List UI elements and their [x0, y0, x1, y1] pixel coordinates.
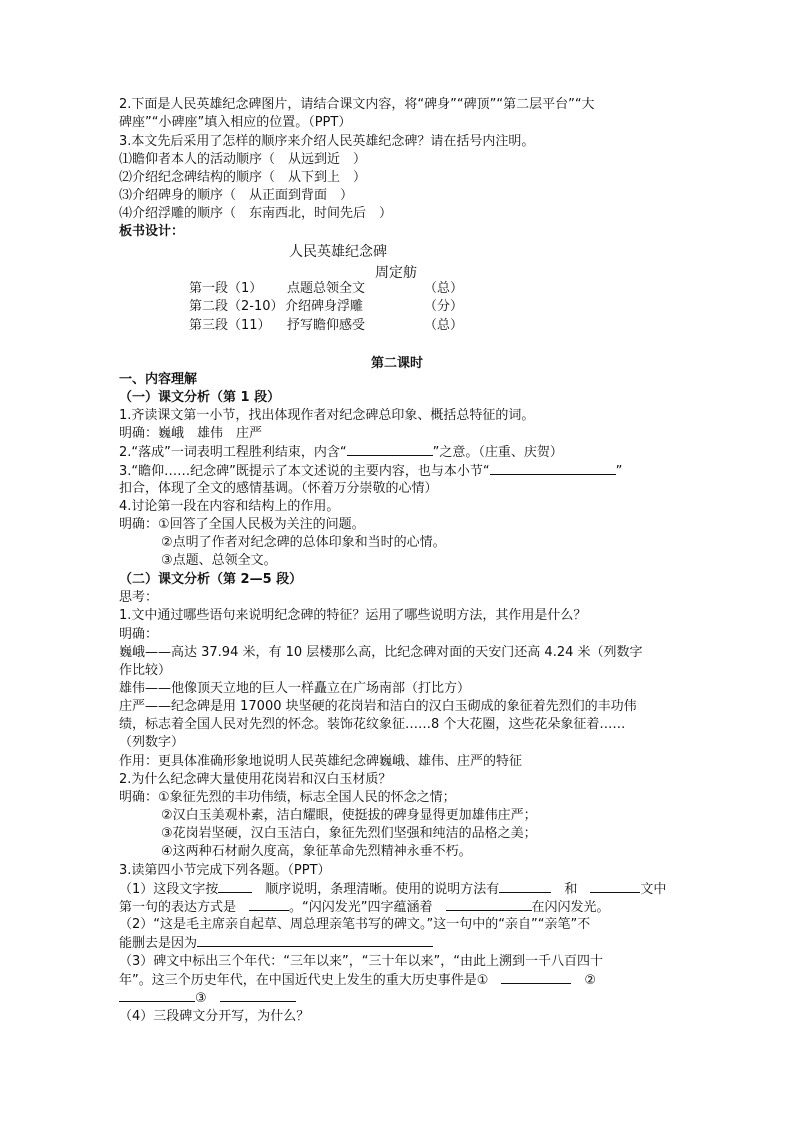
feature-zhuangyan-2: 绩，标志着全国人民对先烈的怀念。装饰花纹象征……8 个大花圈，这些花朵象征着…… [119, 717, 626, 732]
answer-blank[interactable] [501, 971, 571, 984]
subsection-heading-2: （二）课文分析（第 2—5 段） [119, 572, 303, 587]
question-2-2: 2.为什么纪念碑大量使用花岗岩和汉白玉材质？ [119, 772, 392, 787]
feature-zhuangyan-3: （列数字） [119, 735, 185, 750]
question-1-2 [119, 443, 563, 461]
question-2-line-1: 2.下面是人民英雄纪念碑图片，请结合课文内容，将“碑身”“碑顶”“第二层平台”“大 [119, 97, 595, 112]
board-row-seg: 第一段（1） [189, 281, 263, 296]
question-text: ” [615, 464, 623, 479]
question-text: 。“闪闪发光”四字蕴涵着 [289, 900, 433, 915]
answer-2-2-a: 明确：①象征先烈的丰功伟绩，标志全国人民的怀念之情； [119, 790, 456, 805]
subquestion-3-line-1: （3）碑文中标出三个年代：“三年以来”，“三十年以来”，“由此上溯到一千八百四十 [119, 954, 603, 969]
question-text: （1）这段文字按 [119, 882, 219, 897]
board-row-content: 抒写瞻仰感受 [287, 318, 366, 333]
question-2-1: 1.文中通过哪些语句来说明纪念碑的特征？运用了哪些说明方法，其作用是什么？ [119, 608, 587, 623]
question-text: 能删去是因为 [119, 936, 198, 951]
answer-1-4-a: 明确：①回答了全国人民极为关注的问题。 [119, 517, 365, 532]
answer-1-4-c: ③点题、总领全文。 [161, 553, 277, 568]
answer-blank[interactable] [218, 880, 252, 893]
feature-zhuangyan-1: 庄严——纪念碑是用 17000 块坚硬的花岗岩和洁白的汉白玉砌成的象征着先烈们的丰功伟 [119, 699, 637, 714]
answer-blank[interactable] [590, 880, 640, 893]
subquestion-1-line-1 [119, 880, 666, 898]
answer-2-2-c: ③花岗岩坚硬，汉白玉洁白，象征先烈们坚强和纯洁的品格之美； [161, 826, 537, 841]
board-row-tag: （分） [424, 299, 464, 314]
answer-blank[interactable] [446, 898, 532, 911]
board-row-tag: （总） [424, 318, 464, 333]
question-text: 在闪闪发光。 [531, 900, 610, 915]
subquestion-2-line-2 [119, 934, 433, 952]
question-text: ③ [195, 991, 207, 1006]
subquestion-3-line-3 [119, 989, 296, 1007]
answer-blank[interactable] [197, 934, 433, 947]
think-label: 思考： [119, 590, 159, 605]
answer-blank[interactable] [220, 989, 296, 1002]
board-row-content: 介绍碑身浮雕 [285, 299, 364, 314]
question-3: 3.本文先后采用了怎样的顺序来介绍人民英雄纪念碑？请在括号内注明。 [119, 134, 535, 149]
question-1-3 [119, 462, 622, 480]
feature-xiongwei: 雄伟——他像顶天立地的巨人一样矗立在广场南部（打比方） [119, 681, 471, 696]
subquestion-4: （4）三段碑文分开写，为什么？ [119, 1009, 310, 1024]
question-1-3-cont: 扣合，体现了全文的感情基调。（怀着万分崇敬的心情） [119, 481, 438, 496]
section-heading: 第二课时 [371, 356, 424, 371]
subquestion-3-line-2 [119, 971, 596, 989]
answer-blank[interactable] [119, 989, 195, 1002]
question-2-3: 3.读第四小节完成下列各题。（PPT） [119, 863, 331, 878]
answer-blank[interactable] [249, 898, 289, 911]
subquestion-1-line-2 [119, 898, 610, 916]
board-row-seg: 第三段（11） [189, 318, 271, 333]
answer-blank[interactable] [347, 443, 433, 456]
question-2-line-2: 碑座”“小碑座”填入相应的位置。（PPT） [119, 115, 352, 130]
feature-weie-2: 作比较） [119, 663, 172, 678]
answer-1-1: 明确：巍峨 雄伟 庄严 [119, 426, 263, 441]
subsection-heading-1: （一）课文分析（第 1 段） [119, 390, 281, 405]
question-text: 顺序说明，条理清晰。使用的说明方法有 [265, 882, 500, 897]
question-text: 3.“瞻仰……纪念碑”既提示了本文述说的主要内容，也与本小节“ [119, 464, 490, 479]
question-text: 和 [564, 882, 578, 897]
function-note: 作用：更具体准确形象地说明人民英雄纪念碑巍峨、雄伟、庄严的特征 [119, 754, 523, 769]
question-text: 文中 [640, 882, 667, 897]
board-row-content: 点题总领全文 [287, 281, 366, 296]
question-text: 2.“落成”一词表明工程胜利结束，内含“ [119, 445, 347, 460]
board-design-label: 板书设计： [119, 224, 185, 239]
order-item-4: ⑷介绍浮雕的顺序（ 东南西北，时间先后 ） [119, 206, 393, 221]
question-1-4: 4.讨论第一段在内容和结构上的作用。 [119, 499, 340, 514]
answer-blank[interactable] [490, 462, 616, 475]
answer-blank[interactable] [499, 880, 551, 893]
order-item-2: ⑵介绍纪念碑结构的顺序（ 从下到上 ） [119, 170, 367, 185]
answer-label: 明确： [119, 627, 159, 642]
answer-1-4-b: ②点明了作者对纪念碑的总体印象和当时的心情。 [161, 535, 446, 550]
subquestion-2-line-1: （2）“这是毛主席亲自起草、周总理亲笔书写的碑文。”这一句中的“亲自”“亲笔”不 [119, 917, 591, 932]
question-text: 第一句的表达方式是 [119, 900, 237, 915]
board-title: 人民英雄纪念碑 [289, 244, 387, 260]
answer-2-2-b: ②汉白玉美观朴素，洁白耀眼，使挺拔的碑身显得更加雄伟庄严； [161, 808, 537, 823]
question-1-1: 1.齐读课文第一小节，找出体现作者对纪念碑总印象、概括总特征的词。 [119, 408, 535, 423]
answer-2-2-d: ④这两种石材耐久度高，象征革命先烈精神永垂不朽。 [161, 844, 472, 859]
question-text: ② [584, 973, 597, 988]
order-item-1: ⑴瞻仰者本人的活动顺序（ 从远到近 ） [119, 152, 367, 167]
part-heading: 一、内容理解 [119, 372, 198, 387]
board-author: 周定舫 [375, 265, 417, 281]
feature-weie-1: 巍峨——高达 37.94 米，有 10 层楼那么高，比纪念碑对面的天安门还高 4.24 米（列数字 [119, 645, 643, 660]
order-item-3: ⑶介绍碑身的顺序（ 从正面到背面 ） [119, 188, 354, 203]
board-row-seg: 第二段（2-10） [189, 299, 284, 314]
question-text: ”之意。（庄重、庆贺） [432, 445, 563, 460]
board-row-tag: （总） [424, 281, 464, 296]
question-text: 年”。这三个历史年代，在中国近代史上发生的重大历史事件是① [119, 973, 489, 988]
